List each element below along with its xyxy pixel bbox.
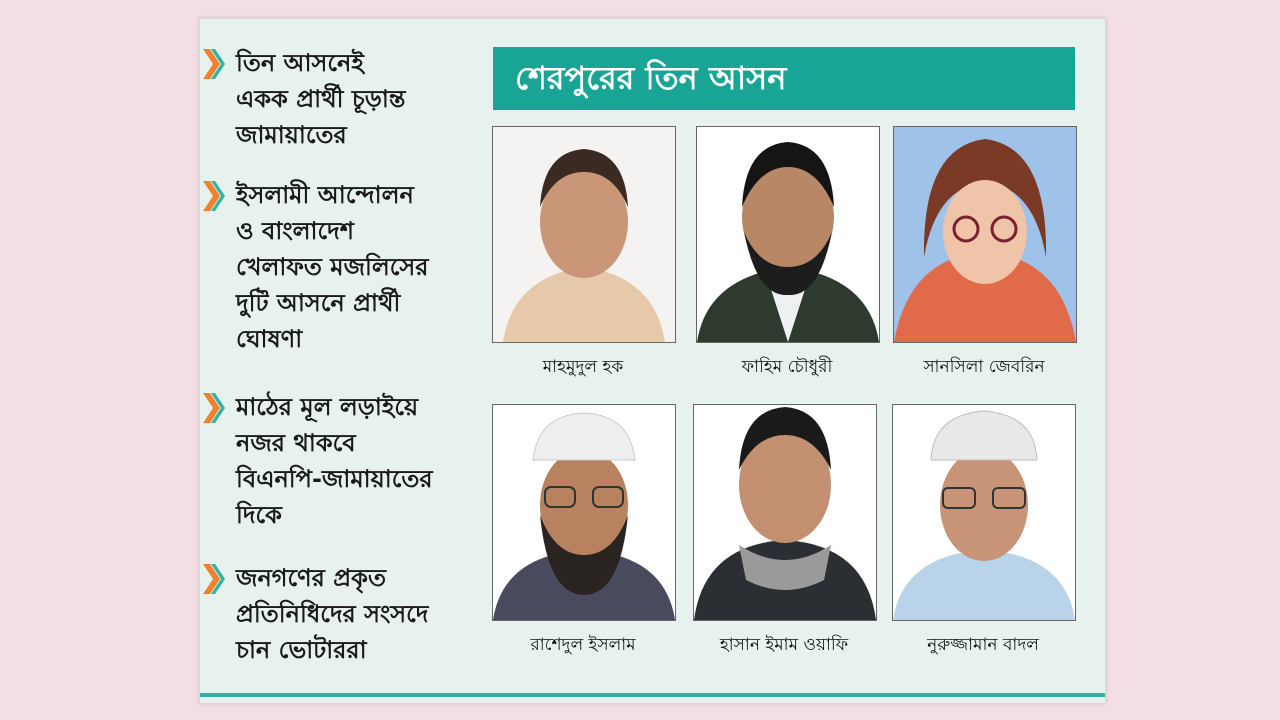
chevron-right-icon (203, 564, 225, 594)
bullet-line: জামায়াতের (236, 121, 347, 149)
bullet-line: মাঠের মূল লড়াইয়ে (236, 393, 419, 421)
chevron-right-icon (203, 181, 225, 211)
bullet-line: দিকে (236, 501, 282, 529)
bullet-line: চান ভোটাররা (236, 636, 367, 664)
chevron-right-icon (203, 393, 225, 423)
bullet-line: প্রতিনিধিদের সংসদে (236, 600, 429, 628)
candidate-photo (693, 404, 877, 621)
bullet-line: তিন আসনেই (236, 49, 364, 77)
candidate-name: হাসান ইমাম ওয়াফি (719, 635, 849, 655)
bullet-text (236, 560, 481, 668)
bullet-line: বিএনপি-জামায়াতের (236, 465, 433, 493)
bullet-line: নজর থাকবে (236, 429, 356, 457)
bullet-line: ইসলামী আন্দোলন (236, 181, 414, 209)
person-silhouette-icon (893, 405, 1075, 620)
chevron-right-icon (203, 49, 225, 79)
candidate-name: মাহমুদুল হক (542, 357, 624, 377)
bullet-line: একক প্রার্থী চূড়ান্ত (236, 85, 406, 113)
bullet-text (236, 389, 481, 533)
bullet-line: খেলাফত মজলিসের (236, 253, 429, 281)
person-silhouette-icon (694, 405, 876, 620)
candidate-name: নুরুজ্জামান বাদল (927, 635, 1039, 655)
bullet-line: ঘোষণা (236, 325, 303, 353)
bullet-text (236, 177, 481, 357)
candidate-photo (492, 126, 676, 343)
candidate-name: রাশেদুল ইসলাম (530, 635, 636, 655)
bullet-line: ও বাংলাদেশ (236, 217, 354, 245)
candidate-photo (696, 126, 880, 343)
person-silhouette-icon (894, 127, 1076, 342)
person-silhouette-icon (697, 127, 879, 342)
person-silhouette-icon (493, 405, 675, 620)
bullet-line: জনগণের প্রকৃত (236, 564, 386, 592)
candidate-photo (892, 404, 1076, 621)
person-silhouette-icon (493, 127, 675, 342)
bottom-divider (200, 693, 1105, 697)
bullet-text (236, 45, 481, 153)
bullet-line: দুটি আসনে প্রার্থী (236, 289, 401, 317)
section-banner: শেরপুরের তিন আসন (493, 47, 1075, 110)
candidate-photo (893, 126, 1077, 343)
news-graphic-card (199, 18, 1106, 704)
candidate-photo (492, 404, 676, 621)
candidate-name: সানসিলা জেবরিন (923, 357, 1045, 377)
candidate-name: ফাহিম চৌধুরী (741, 357, 833, 377)
